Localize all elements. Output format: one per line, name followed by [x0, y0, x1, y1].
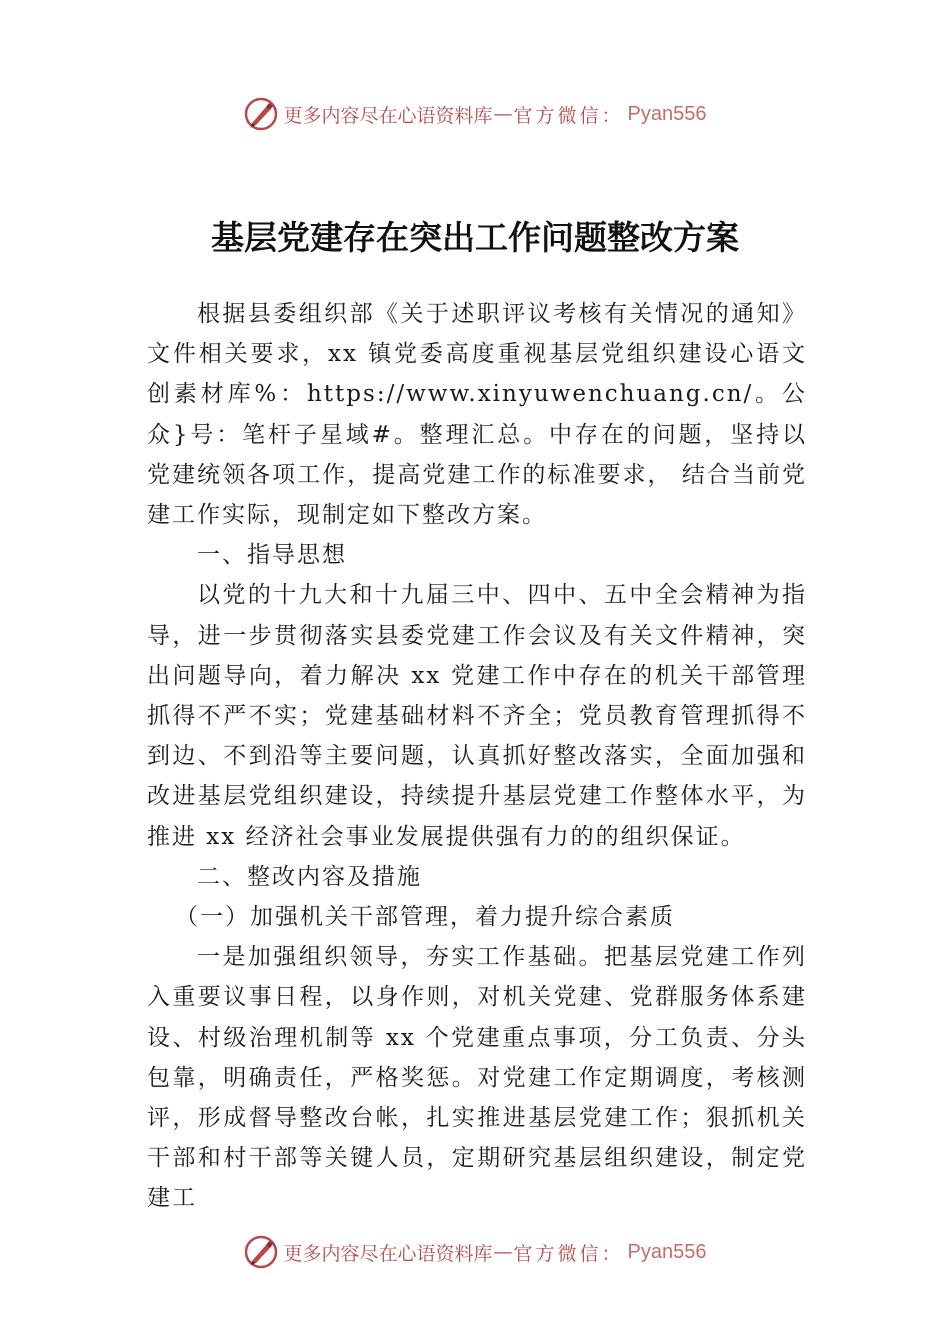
- pen-logo-icon: [244, 97, 278, 131]
- document-title: 基层党建存在突出工作问题整改方案: [211, 218, 739, 257]
- organization-leadership-paragraph: 一是加强组织领导，夯实工作基础。把基层党建工作列入重要议事日程，以身作则，对机关党建、党群服务体系建设、村级治理机制等 xx 个党建重点事项，分工负责、分头包靠，明确责任，严格奖惩。对党建工作定期调度，考核测评，形成督导整改台帐，扎实推进基层党建工作；狠抓机关干部和村干部等关键人员，定期研究基层组织建设，制定党建工: [147, 944, 807, 1212]
- section-heading-guiding-thought: 一、指导思想: [197, 542, 347, 569]
- banner-text: 更多内容尽在心语资料库: [283, 1242, 493, 1265]
- banner-wechat-id: Pyan556: [627, 102, 707, 125]
- section-heading-rectification: 二、整改内容及措施: [197, 863, 422, 890]
- document-body: [147, 294, 807, 1219]
- banner-text: 更多内容尽在心语资料库: [283, 104, 493, 127]
- intro-paragraph: 根据县委组织部《关于述职评议考核有关情况的通知》文件相关要求，xx 镇党委高度重视基层党组织建设心语文创素材库%：https://www.xinyuwenchuang.cn/。公众}号：笔杆子星域#。整理汇总。中存在的问题，坚持以党建统领各项工作，提高党建工作的标准要求， 结合当前党建工作实际，现制定如下整改方案。: [147, 301, 807, 529]
- banner-dash: —: [493, 1241, 513, 1263]
- guiding-thought-paragraph: 以党的十九大和十九届三中、四中、五中全会精神为指导，进一步贯彻落实县委党建工作会议及有关文件精神，突出问题导向，着力解决 xx 党建工作中存在的机关干部管理抓得不严不实；党建基础材料不齐全；党员教育管理抓得不到边、不到沿等主要问题，认真抓好整改落实，全面加强和改进基层党组织建设，持续提升基层党建工作整体水平，为推进 xx 经济社会事业发展提供强有力的的组织保证。: [147, 582, 807, 850]
- banner-wechat-label: 官方微信：: [513, 1242, 624, 1265]
- footer-watermark-banner: [0, 1232, 950, 1272]
- subsection-heading-cadre-management: （一）加强机关干部管理，着力提升综合素质: [175, 904, 675, 931]
- header-watermark-banner: [0, 94, 950, 134]
- pen-logo-icon: [244, 1235, 278, 1269]
- banner-dash: —: [493, 103, 513, 125]
- banner-wechat-label: 官方微信：: [513, 104, 624, 127]
- banner-wechat-id: Pyan556: [627, 1240, 707, 1263]
